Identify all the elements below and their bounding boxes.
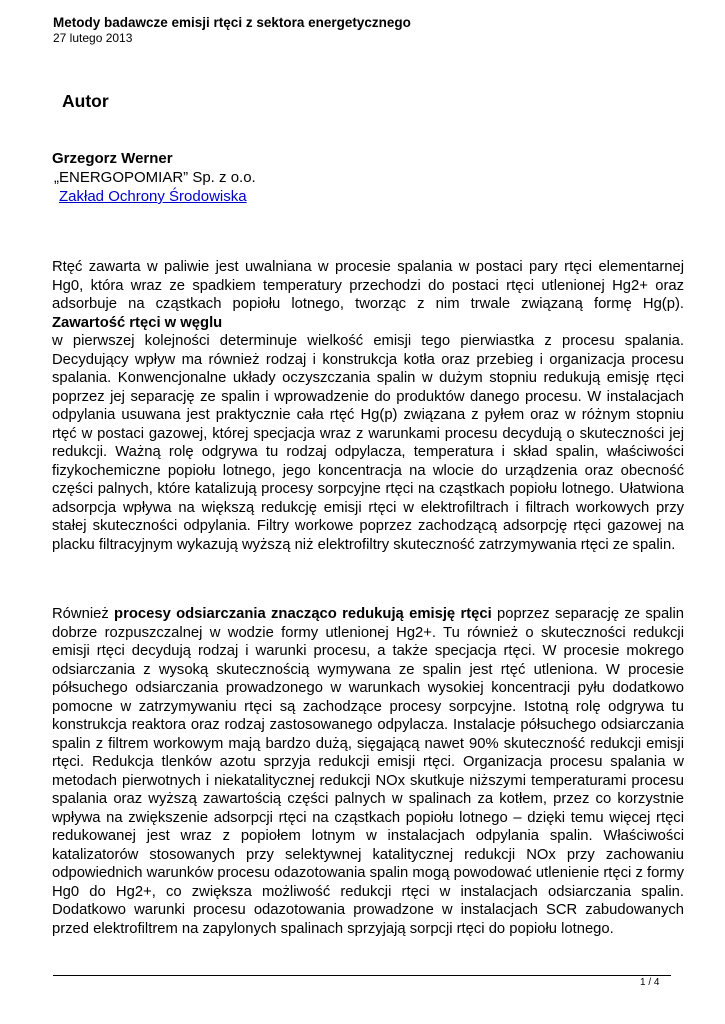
author-heading: Autor <box>62 91 109 111</box>
author-name: Grzegorz Werner <box>52 150 173 167</box>
department-link[interactable]: Zakład Ochrony Środowiska <box>59 188 247 205</box>
document-header <box>53 14 411 46</box>
paragraph-2-text-b: poprzez separację ze spalin dobrze rozpuszczalnej w wodzie formy utlenionej Hg2+. Tu również o skuteczności redukcji emisji rtęci decydują rodzaj i warunki procesu, a także specjacja rtęci. W procesie mokrego odsiarczania z wysoką skutecznością wymywana ze spalin jest rtęć utleniona. W procesie półsuchego odsiarczania prowadzonego w warunkach wysokiej koncentracji pyłu dodatkowo pomocne w zatrzymywaniu rtęci są zachodzące procesy sorpcyjne. Istotną rolę odgrywa tu konstrukcja reaktora oraz rodzaj zastosowanego odpylacza. Instalacje półsuchego odsiarczania spalin z filtrem workowym mają bardzo dużą, sięgającą nawet 90% skuteczność redukcji emisji rtęci. Redukcja tlenków azotu sprzyja redukcji emisji rtęci. Organizacja procesu spalania w metodach pierwotnych i niekatalitycznej redukcji NOx skutkuje niższymi temperaturami procesu spalania oraz wyższą zawartością części palnych w spalinach za kotłem, przez co korzystnie wpływa na zwiększenie adsorpcji rtęci na cząstkach popiołu lotnego – dzięki temu więcej rtęci redukowanej jest wraz z popiołem lotnym w instalacjach odpylania spalin. Właściwości katalizatorów stosowanych przy selektywnej katalitycznej redukcji NOx przy zachowaniu odpowiednich warunków procesu odazotowania spalin mogą powodować utlenienie rtęci z formy Hg0 do Hg2+, co zwiększa możliwość redukcji rtęci w instalacjach odsiarczania spalin. Dodatkowo warunki procesu odazotowania prowadzone w instalacjach SCR zabudowanych przed elektrofiltrem na zapylonych spalinach sprzyjają sorpcji rtęci do popiołu lotnego. <box>52 606 684 937</box>
document-title: Metody badawcze emisji rtęci z sektora energetycznego <box>53 15 411 30</box>
paragraph-1-text-b: w pierwszej kolejności determinuje wielkość emisji tego pierwiastka z procesu spalania. Decydujący wpływ ma również rodzaj i konstrukcja kotła oraz przebieg i organizacja procesu spalania. Konwencjonalne układy oczyszczania spalin w dużym stopniu redukują emisję rtęci poprzez jej separację ze spalin i wprowadzenie do produktów danego procesu. W instalacjach odpylania usuwana jest praktycznie cała rtęć Hg(p) związana z pyłem oraz w różnym stopniu rtęć w postaci gazowej, której specjacja wraz z warunkami procesu decydują o skuteczności jej redukcji. Ważną rolę odgrywa tu rodzaj odpylacza, temperatura i skład spalin, właściwości fizykochemiczne popiołu lotnego, jego koncentracja na wlocie do urządzenia oraz obecność części palnych, które katalizują procesy sorpcyjne rtęci na cząstkach popiołu lotnego. Ułatwiona adsorpcja wpływa na większą redukcję emisji rtęci w elektrofiltrach i filtrach workowych przy stałej skuteczności odpylania. Filtry workowe poprzez zachodzącą adsorpcję rtęci gazowej na placku filtracyjnym wykazują wyższą niż elektrofiltry skuteczność zatrzymywania rtęci ze spalin. <box>52 333 684 553</box>
paragraph-2-bold: procesy odsiarczania znacząco redukują emisję rtęci <box>114 606 492 622</box>
paragraph-2-text-a: Również <box>52 606 115 622</box>
footer-divider <box>53 975 671 976</box>
paragraph-1-bold: Zawartość rtęci w węglu <box>52 314 223 331</box>
paragraph-1-text-a: Rtęć zawarta w paliwie jest uwalniana w procesie spalania w postaci pary rtęci elementarnej Hg0, która wraz ze spadkiem temperatury przechodzi do postaci rtęci utlenionej Hg2+ oraz adsorbuje na cząstkach popiołu lotnego, tworząc z nim trwale związaną formę Hg(p). <box>52 259 684 312</box>
paragraph-1 <box>52 258 684 554</box>
author-company: „ENERGOPOMIAR” Sp. z o.o. <box>54 169 256 186</box>
document-date: 27 lutego 2013 <box>53 31 133 45</box>
paragraph-2 <box>52 605 684 938</box>
page-number: 1 / 4 <box>640 977 660 988</box>
author-info <box>52 149 256 206</box>
author-department <box>52 187 256 206</box>
